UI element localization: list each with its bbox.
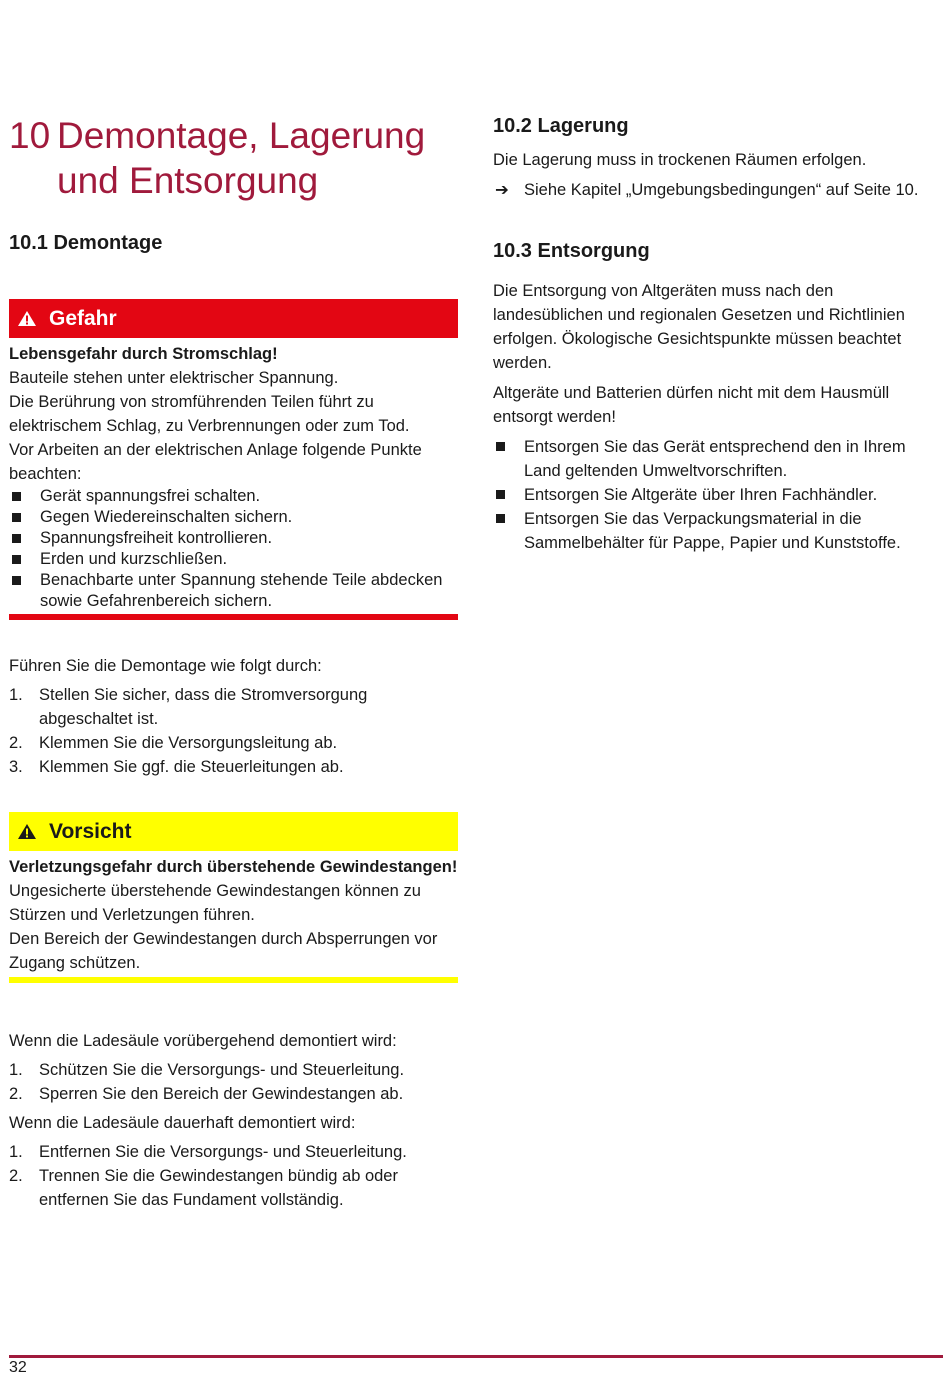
list-item: Gerät spannungsfrei schalten. <box>9 486 458 507</box>
entsorgung-para1: Die Entsorgung von Altgeräten muss nach den landesüblichen und regionalen Gesetzen und Richtlinien erfolgen. Ökologische Gesichtspunkte müssen beachtet werden. <box>493 282 905 372</box>
chapter-title-line1: Demontage, Lagerung <box>57 115 426 156</box>
step-text: Sperren Sie den Bereich der Gewindestangen ab. <box>39 1085 404 1103</box>
temporary-step-list <box>9 1058 459 1106</box>
list-item <box>9 1082 459 1106</box>
chapter-heading <box>9 113 459 203</box>
lagerung-content <box>493 148 938 202</box>
danger-header <box>9 299 458 338</box>
temporary-intro: Wenn die Ladesäule vorübergehend demontiert wird: <box>9 1032 397 1050</box>
step-number: 1. <box>9 1061 23 1079</box>
chapter-number: 10 <box>9 115 51 156</box>
step-number: 1. <box>9 686 23 704</box>
list-item: Benachbarte unter Spannung stehende Teile abdecken sowie Gefahrenbereich sichern. <box>9 570 458 612</box>
list-item: Entsorgen Sie das Gerät entsprechend den in Ihrem Land geltenden Umweltvorschriften. <box>493 435 938 483</box>
caution-header <box>9 812 458 851</box>
list-item: Gegen Wiedereinschalten sichern. <box>9 507 458 528</box>
caution-heading: Verletzungsgefahr durch überstehende Gewindestangen! <box>9 858 458 876</box>
danger-bullet-list <box>9 486 458 612</box>
caution-warning-box <box>9 812 458 983</box>
danger-text: Vor Arbeiten an der elektrischen Anlage folgende Punkte beachten: <box>9 441 422 483</box>
warning-triangle-icon <box>17 823 37 840</box>
page-number: 32 <box>9 1359 27 1376</box>
danger-bottom-bar <box>9 614 458 620</box>
arrow-right-icon: ➔ <box>495 181 509 199</box>
permanent-intro: Wenn die Ladesäule dauerhaft demontiert wird: <box>9 1114 356 1132</box>
list-item <box>9 731 459 755</box>
demontage-step-list <box>9 683 459 779</box>
step-text: Entfernen Sie die Versorgungs- und Steuerleitung. <box>39 1143 407 1161</box>
list-item <box>9 1164 459 1212</box>
warning-triangle-icon <box>17 310 37 327</box>
danger-heading: Lebensgefahr durch Stromschlag! <box>9 345 278 363</box>
demontage-intro: Führen Sie die Demontage wie folgt durch: <box>9 657 322 675</box>
entsorgung-bullet-list <box>493 435 938 555</box>
permanent-step-list <box>9 1140 459 1212</box>
list-item <box>9 683 459 731</box>
lagerung-reference <box>493 178 938 202</box>
step-number: 2. <box>9 1085 23 1103</box>
step-text: Klemmen Sie die Versorgungsleitung ab. <box>39 734 338 752</box>
removal-instructions <box>9 1029 459 1212</box>
section-heading-entsorgung: 10.3 Entsorgung <box>493 240 650 262</box>
reference-link[interactable]: Siehe Kapitel „Umgebungsbedingungen“ auf Seite 10. <box>524 181 919 199</box>
list-item: Erden und kurzschließen. <box>9 549 458 570</box>
caution-body <box>9 851 458 975</box>
danger-label: Gefahr <box>49 306 117 330</box>
caution-text: Den Bereich der Gewindestangen durch Absperrungen vor Zugang schützen. <box>9 930 438 972</box>
list-item: Spannungsfreiheit kontrollieren. <box>9 528 458 549</box>
caution-text: Ungesicherte überstehende Gewindestangen können zu Stürzen und Verletzungen führen. <box>9 882 421 924</box>
caution-label: Vorsicht <box>49 819 132 843</box>
step-number: 3. <box>9 758 23 776</box>
step-text: Klemmen Sie ggf. die Steuerleitungen ab. <box>39 758 344 776</box>
step-number: 2. <box>9 734 23 752</box>
list-item <box>9 1140 459 1164</box>
lagerung-text: Die Lagerung muss in trockenen Räumen erfolgen. <box>493 151 867 169</box>
section-heading-demontage: 10.1 Demontage <box>9 232 163 254</box>
section-heading-lagerung: 10.2 Lagerung <box>493 115 629 137</box>
footer-rule <box>9 1355 943 1358</box>
step-text: Stellen Sie sicher, dass die Stromversorgung abgeschaltet ist. <box>39 686 368 728</box>
danger-text: Die Berührung von stromführenden Teilen führt zu elektrischem Schlag, zu Verbrennungen oder zum Tod. <box>9 393 410 435</box>
step-number: 1. <box>9 1143 23 1161</box>
demontage-steps <box>9 654 459 779</box>
danger-body <box>9 338 458 612</box>
caution-bottom-bar <box>9 977 458 983</box>
danger-text: Bauteile stehen unter elektrischer Spannung. <box>9 369 339 387</box>
danger-warning-box <box>9 299 458 620</box>
chapter-title-line2: und Entsorgung <box>57 160 319 201</box>
step-text: Trennen Sie die Gewindestangen bündig ab oder entfernen Sie das Fundament vollständig. <box>39 1167 398 1209</box>
list-item <box>9 1058 459 1082</box>
list-item <box>9 755 459 779</box>
list-item: Entsorgen Sie Altgeräte über Ihren Fachhändler. <box>493 483 938 507</box>
step-number: 2. <box>9 1167 23 1185</box>
entsorgung-content <box>493 279 938 555</box>
chapter-title <box>57 113 459 203</box>
list-item: Entsorgen Sie das Verpackungsmaterial in die Sammelbehälter für Pappe, Papier und Kunststoffe. <box>493 507 938 555</box>
entsorgung-para2: Altgeräte und Batterien dürfen nicht mit dem Hausmüll entsorgt werden! <box>493 384 890 426</box>
step-text: Schützen Sie die Versorgungs- und Steuerleitung. <box>39 1061 405 1079</box>
